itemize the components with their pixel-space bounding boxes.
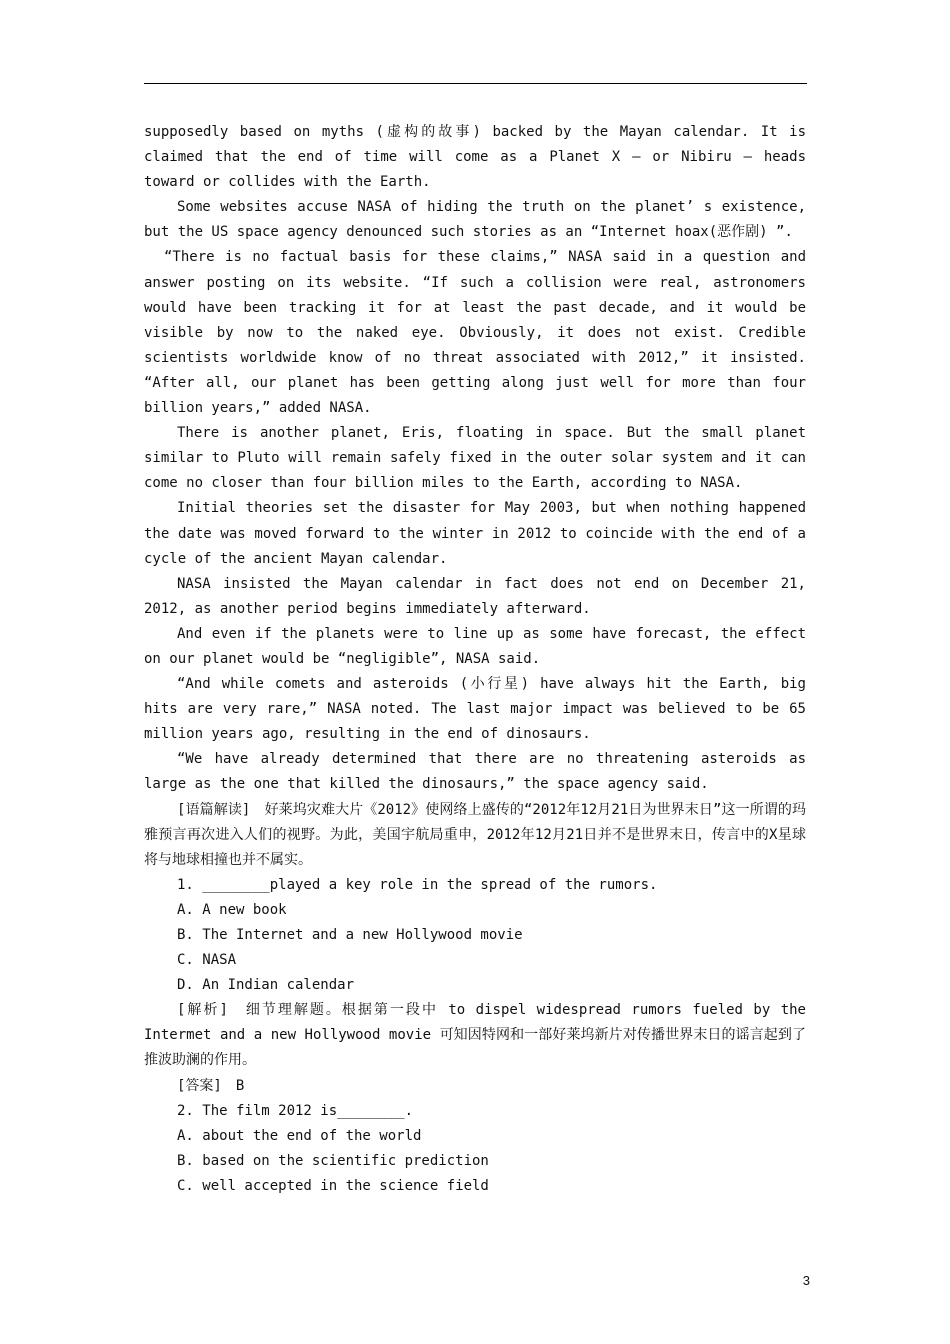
paragraph-6: NASA insisted the Mayan calendar in fact does not end on December 21, 2012, as another period begins immediately afterward. [144,575,806,617]
question-2: 2. The film 2012 is________. [177,1102,414,1119]
paragraph-5: Initial theories set the disaster for May 2003, but when nothing happened the date was moved forward to the winter in 2012 to coincide with the end of a cycle of the ancient Mayan calendar. [144,500,806,567]
question-1-option-b: B. The Internet and a new Hollywood movie [177,927,523,943]
body-text [144,120,806,1199]
question-1: 1. ________played a key role in the spread of the rumors. [177,876,658,893]
page-number: 3 [802,1273,810,1288]
paragraph-4: There is another planet, Eris, floating in space. But the small planet similar to Pluto will remain safely fixed in the outer solar system and it can come no closer than four billion miles to the Earth, according to NASA. [144,425,806,492]
paragraph-7: And even if the planets were to line up as some have forecast, the effect on our planet would be “negligible”, NASA said. [144,625,806,667]
question-1-option-d: D. An Indian calendar [177,977,355,994]
question-1-explanation: [解析] 细节理解题。根据第一段中 to dispel widespread rumors fueled by the Intermet and a new Hollywood movie 可知因特网和一部好莱坞新片对传播世界末日的谣言起到了推波助澜的作用。 [144,1002,806,1069]
paragraph-1: supposedly based on myths (虚构的故事) backed by the Mayan calendar. It is claimed that the end of time will come as a Planet X — or Nibiru — heads toward or collides with the Earth. [144,124,806,191]
header-rule [144,83,807,84]
paragraph-2: Some websites accuse NASA of hiding the truth on the planet’ s existence, but the US space agency denounced such stories as an “Internet hoax(恶作剧) ”. [144,199,806,241]
paragraph-9: “We have already determined that there are no threatening asteroids as large as the one that killed the dinosaurs,” the space agency said. [144,751,806,793]
paragraph-8: “And while comets and asteroids (小行星) have always hit the Earth, big hits are very rare,” NASA noted. The last major impact was believed to be 65 million years ago, resulting in the end of dinosaurs. [144,676,806,743]
question-1-option-a: A. A new book [177,901,287,918]
discourse-analysis: [语篇解读] 好莱坞灾难大片《2012》使网络上盛传的“2012年12月21日为世界末日”这一所谓的玛雅预言再次进入人们的视野。为此，美国宇航局重申，2012年12月21日并不是世界末日，传言中的X星球将与地球相撞也并不属实。 [144,801,806,868]
question-1-option-c: C. NASA [177,952,237,969]
question-2-option-b: B. based on the scientific prediction [177,1152,489,1169]
question-2-option-a: A. about the end of the world [177,1127,422,1144]
question-1-answer: [答案] B [177,1077,245,1094]
paragraph-3: “There is no factual basis for these claims,” NASA said in a question and answer posting on its website. “If such a collision were real, astronomers would have been tracking it for at least the past decade, and it would be visible by now to the naked eye. Obviously, it does not exist. Credible scientists worldwide know of no threat associated with 2012,” it insisted. “After all, our planet has been getting along just well for more than four billion years,” added NASA. [144,249,806,417]
question-2-option-c: C. well accepted in the science field [177,1177,489,1194]
